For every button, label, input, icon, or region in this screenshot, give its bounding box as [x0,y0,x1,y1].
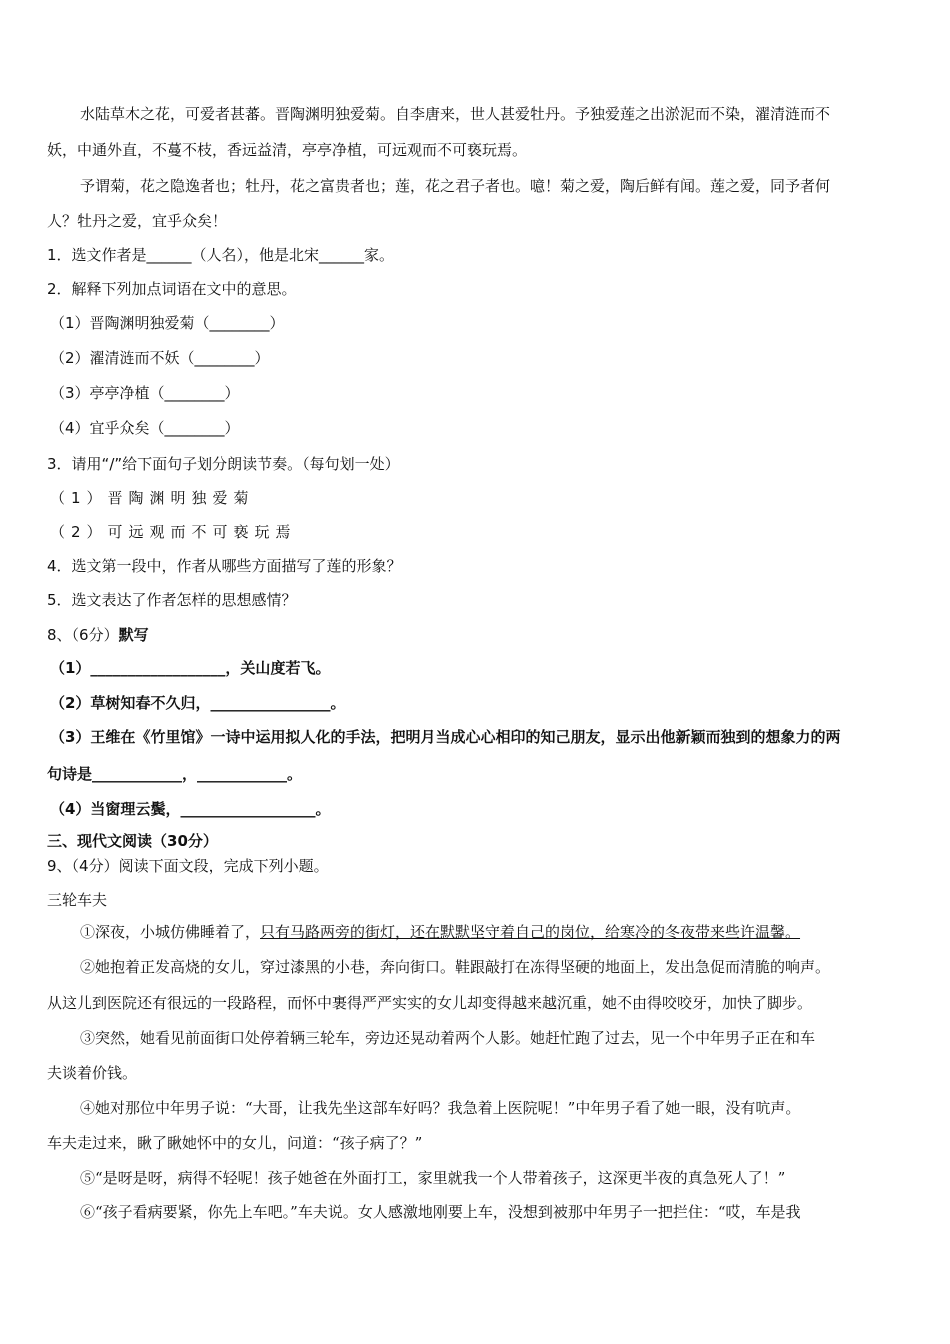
question-8-item-2: （2）草树知春不久归，________________。 [50,694,346,712]
question-8-item-1: （1）__________________，关山度若飞。 [50,659,331,677]
story-para-3-line1: ③突然，她看见前面街口处停着辆三轮车，旁边还晃动着两个人影。她赶忙跑了过去，见一个中年男子正在和车 [80,1029,816,1047]
question-8-item-3-line2: 句诗是____________，____________。 [47,765,303,783]
passage-p2-line1: 予谓菊，花之隐逸者也；牡丹，花之富贵者也；莲，花之君子者也。噫！菊之爱，陶后鲜有闻。莲之爱，同予者何 [80,177,831,195]
story-para-1-underlined: 只有马路两旁的街灯，还在默默坚守着自己的岗位，给寒冷的冬夜带来些许温馨。 [260,923,801,941]
story-para-6: ⑥“孩子看病要紧，你先上车吧。”车夫说。女人感激地刚要上车，没想到被那中年男子一把拦住：“哎，车是我 [80,1203,801,1221]
question-8-title: 默写 [118,626,149,644]
section-3-title: 三、现代文阅读（30分） [47,832,218,850]
question-3: 3．请用“/”给下面句子划分朗读节奏。（每句划一处） [47,455,400,473]
story-title: 三轮车夫 [47,891,108,909]
story-para-4-line1: ④她对那位中年男子说：“大哥，让我先坐这部车好吗？我急着上医院呢！”中年男子看了她一眼，没有吭声。 [80,1099,801,1117]
question-8-heading [47,625,149,645]
question-1: 1．选文作者是______（人名），他是北宋______家。 [47,246,395,264]
question-2-item-3: （3）亭亭净植（________） [50,384,240,402]
question-8-item-3-line1: （3）王维在《竹里馆》一诗中运用拟人化的手法，把明月当成心心相印的知己朋友，显示出他新颖而独到的想象力的两 [50,728,841,746]
question-3-item-1: （1）晋陶渊明独爱菊 [50,489,255,507]
question-2-item-4: （4）宜乎众矣（________） [50,419,240,437]
story-para-1-text: ①深夜，小城仿佛睡着了， [80,923,261,941]
passage-p1-line2: 妖，中通外直，不蔓不枝，香远益清，亭亭净植，可远观而不可亵玩焉。 [47,141,528,159]
passage-p1-line1: 水陆草木之花，可爱者甚蕃。晋陶渊明独爱菊。自李唐来，世人甚爱牡丹。予独爱莲之出淤泥而不染，濯清涟而不 [80,105,831,123]
question-4: 4．选文第一段中，作者从哪些方面描写了莲的形象？ [47,557,402,575]
question-8-item-4: （4）当窗理云鬓，__________________。 [50,800,331,818]
passage-p2-line2: 人？牡丹之爱，宜乎众矣！ [47,212,228,230]
question-2-item-1: （1）晋陶渊明独爱菊（________） [50,314,285,332]
story-para-4-line2: 车夫走过来，瞅了瞅她怀中的女儿，问道：“孩子病了？” [47,1134,423,1152]
story-para-2-line1: ②她抱着正发高烧的女儿，穿过漆黑的小巷，奔向街口。鞋跟敲打在冻得坚硬的地面上，发出急促而清脆的响声。 [80,958,831,976]
question-2-item-2: （2）濯清涟而不妖（________） [50,349,270,367]
story-para-5: ⑤“是呀是呀，病得不轻呢！孩子她爸在外面打工，家里就我一个人带着孩子，这深更半夜的真急死人了！” [80,1169,786,1187]
question-8-number: 8、（6分） [47,626,119,644]
question-3-item-2: （2）可远观而不可亵玩焉 [50,523,297,541]
story-para-2-line2: 从这儿到医院还有很远的一段路程，而怀中裹得严严实实的女儿却变得越来越沉重，她不由得咬咬牙，加快了脚步。 [47,994,813,1012]
question-2: 2．解释下列加点词语在文中的意思。 [47,280,297,298]
story-para-1 [80,922,800,942]
question-5: 5．选文表达了作者怎样的思想感情？ [47,591,297,609]
question-9: 9、（4分）阅读下面文段，完成下列小题。 [47,857,329,875]
story-para-3-line2: 夫谈着价钱。 [47,1064,138,1082]
